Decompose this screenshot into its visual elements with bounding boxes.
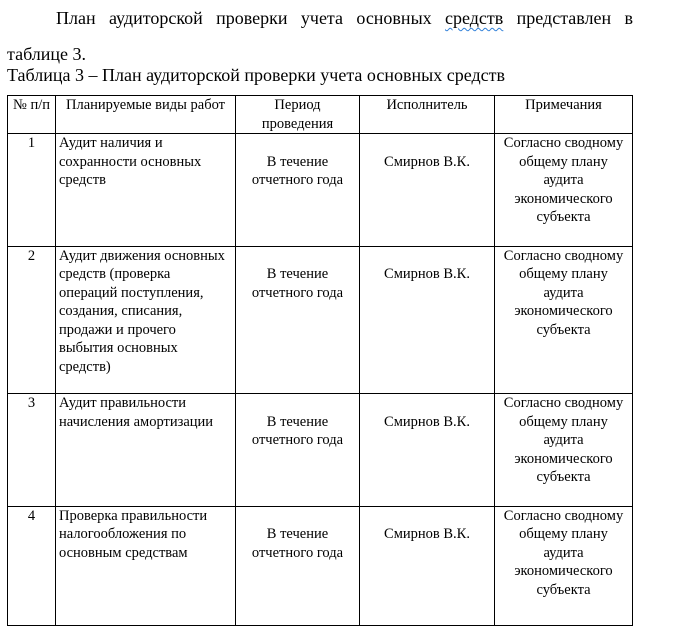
row-notes: Согласно сводному общему плану аудита экономического субъекта bbox=[495, 394, 633, 507]
row-notes: Согласно сводному общему плану аудита экономического субъекта bbox=[495, 134, 633, 247]
intro-text-end: представлен в таблице 3. bbox=[7, 8, 633, 64]
header-notes: Примечания bbox=[495, 96, 633, 134]
header-work: Планируемые виды работ bbox=[56, 96, 236, 134]
table-row bbox=[8, 134, 633, 247]
row-num: 4 bbox=[8, 506, 56, 626]
row-num: 3 bbox=[8, 394, 56, 507]
table-header-row bbox=[8, 96, 633, 134]
intro-text: План аудиторской проверки учета основных bbox=[56, 8, 446, 28]
row-work: Аудит наличия и сохранности основных средств bbox=[56, 134, 236, 247]
table-row bbox=[8, 246, 633, 394]
table-row bbox=[8, 506, 633, 626]
row-executor: Смирнов В.К. bbox=[360, 506, 495, 626]
row-num: 1 bbox=[8, 134, 56, 247]
header-executor: Исполнитель bbox=[360, 96, 495, 134]
row-period: В течение отчетного года bbox=[236, 134, 360, 247]
header-period: Период проведения bbox=[236, 96, 360, 134]
row-executor: Смирнов В.К. bbox=[360, 394, 495, 507]
row-notes: Согласно сводному общему плану аудита экономического субъекта bbox=[495, 506, 633, 626]
audit-plan-table bbox=[7, 95, 633, 626]
row-work: Проверка правильности налогообложения по основным средствам bbox=[56, 506, 236, 626]
row-period: В течение отчетного года bbox=[236, 394, 360, 507]
header-num: № п/п bbox=[8, 96, 56, 134]
row-work: Аудит движения основных средств (проверка операций поступления, создания, списания, продажи и прочего выбытия основных средств) bbox=[56, 246, 236, 394]
row-notes: Согласно сводному общему плану аудита экономического субъекта bbox=[495, 246, 633, 394]
spellcheck-underlined-word: средств bbox=[445, 8, 504, 28]
table-caption: Таблица 3 – План аудиторской проверки учета основных средств bbox=[7, 65, 505, 85]
intro-paragraph bbox=[7, 0, 633, 72]
row-executor: Смирнов В.К. bbox=[360, 246, 495, 394]
table-row bbox=[8, 394, 633, 507]
row-executor: Смирнов В.К. bbox=[360, 134, 495, 247]
row-num: 2 bbox=[8, 246, 56, 394]
row-period: В течение отчетного года bbox=[236, 246, 360, 394]
row-work: Аудит правильности начисления амортизации bbox=[56, 394, 236, 507]
row-period: В течение отчетного года bbox=[236, 506, 360, 626]
